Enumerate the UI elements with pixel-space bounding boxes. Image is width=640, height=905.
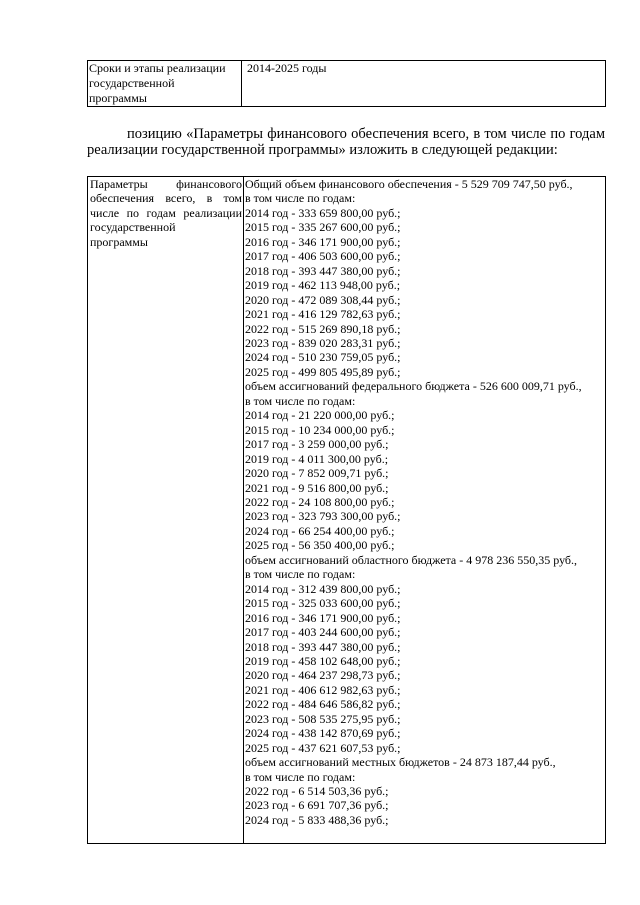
financing-value-line: 2025 год - 499 805 495,89 руб.; — [245, 364, 401, 379]
financing-value-cell — [244, 177, 606, 844]
financing-value-line: 2017 год - 3 259 000,00 руб.; — [245, 437, 389, 452]
financing-value-line: 2020 год - 472 089 308,44 руб.; — [245, 292, 401, 307]
financing-value-line: объем ассигнований областного бюджета - 4 978 236 550,35 руб., — [245, 552, 578, 567]
financing-value-line: 2016 год - 346 171 900,00 руб.; — [245, 610, 401, 625]
financing-label-line: программы — [90, 234, 148, 249]
financing-label-line: числе по годам реализации — [90, 205, 242, 220]
financing-label-line: государственной — [90, 220, 176, 235]
financing-value-line: 2023 год - 508 535 275,95 руб.; — [245, 711, 401, 726]
timeline-label-line: государственной — [89, 76, 175, 90]
financing-value-line: 2018 год - 393 447 380,00 руб.; — [245, 639, 401, 654]
financing-value-line: 2023 год - 6 691 707,36 руб.; — [245, 798, 389, 813]
financing-value-line: 2022 год - 484 646 586,82 руб.; — [245, 697, 401, 712]
timeline-label-line: Сроки и этапы реализации — [89, 61, 226, 75]
financing-value-line: в том числе по годам: — [245, 567, 356, 582]
amendment-paragraph — [87, 126, 605, 158]
financing-value-line: 2024 год - 5 833 488,36 руб.; — [245, 812, 389, 827]
financing-value-line: 2023 год - 323 793 300,00 руб.; — [245, 509, 401, 524]
financing-value-line: 2019 год - 4 011 300,00 руб.; — [245, 451, 389, 466]
timeline-label-cell — [88, 61, 242, 107]
financing-value-line: объем ассигнований федерального бюджета - 526 600 009,71 руб., — [245, 379, 582, 394]
financing-value-line: 2020 год - 464 237 298,73 руб.; — [245, 668, 401, 683]
amendment-paragraph-text: позицию «Параметры финансового обеспечения всего, в том числе по годам реализации государственной программы» изложить в следующей редакции: — [87, 126, 605, 158]
financing-value-line: Общий объем финансового обеспечения - 5 529 709 747,50 руб., — [245, 177, 573, 191]
financing-value-line: в том числе по годам: — [245, 769, 356, 784]
financing-value-line: 2022 год - 515 269 890,18 руб.; — [245, 321, 401, 336]
financing-value-line: 2018 год - 393 447 380,00 руб.; — [245, 263, 401, 278]
financing-value-line: в том числе по годам: — [245, 191, 356, 206]
financing-value-line: 2025 год - 56 350 400,00 руб.; — [245, 538, 395, 553]
financing-value-line: 2022 год - 24 108 800,00 руб.; — [245, 494, 395, 509]
financing-value-line: 2020 год - 7 852 009,71 руб.; — [245, 466, 389, 481]
financing-value-line: 2015 год - 325 033 600,00 руб.; — [245, 596, 401, 611]
financing-parameters-table — [87, 176, 606, 844]
financing-value-line: 2021 год - 9 516 800,00 руб.; — [245, 480, 389, 495]
financing-value-line: 2015 год - 10 234 000,00 руб.; — [245, 422, 395, 437]
financing-value-line: 2024 год - 510 230 759,05 руб.; — [245, 350, 401, 365]
financing-value-line: объем ассигнований местных бюджетов - 24 873 187,44 руб., — [245, 755, 556, 770]
financing-value-line: 2019 год - 458 102 648,00 руб.; — [245, 653, 401, 668]
financing-value-line: 2019 год - 462 113 948,00 руб.; — [245, 278, 401, 293]
financing-value-line: 2021 год - 416 129 782,63 руб.; — [245, 307, 401, 322]
financing-value-line: 2025 год - 437 621 607,53 руб.; — [245, 740, 401, 755]
table-row — [88, 177, 606, 844]
table-row — [88, 61, 606, 107]
financing-value-line: 2024 год - 66 254 400,00 руб.; — [245, 523, 395, 538]
financing-value-line: 2021 год - 406 612 982,63 руб.; — [245, 682, 401, 697]
financing-label-line: Параметры финансового — [90, 177, 242, 191]
financing-label-line: обеспечения всего, в том — [90, 191, 242, 206]
financing-value-line: 2014 год - 312 439 800,00 руб.; — [245, 581, 401, 596]
financing-value-line: 2017 год - 406 503 600,00 руб.; — [245, 249, 401, 264]
financing-value-line: 2014 год - 21 220 000,00 руб.; — [245, 408, 395, 423]
financing-value-line: в том числе по годам: — [245, 393, 356, 408]
program-timeline-table — [87, 60, 606, 107]
financing-value-line: 2023 год - 839 020 283,31 руб.; — [245, 335, 401, 350]
financing-value-line: 2022 год - 6 514 503,36 руб.; — [245, 784, 389, 799]
financing-value-line: 2015 год - 335 267 600,00 руб.; — [245, 220, 401, 235]
timeline-value-cell: 2014-2025 годы — [242, 61, 606, 107]
financing-value-line: 2024 год - 438 142 870,69 руб.; — [245, 726, 401, 741]
financing-value-line: 2016 год - 346 171 900,00 руб.; — [245, 234, 401, 249]
financing-label-cell — [88, 177, 244, 844]
financing-value-line: 2014 год - 333 659 800,00 руб.; — [245, 205, 401, 220]
financing-value-line: 2017 год - 403 244 600,00 руб.; — [245, 625, 401, 640]
timeline-label-line: программы — [89, 91, 147, 105]
